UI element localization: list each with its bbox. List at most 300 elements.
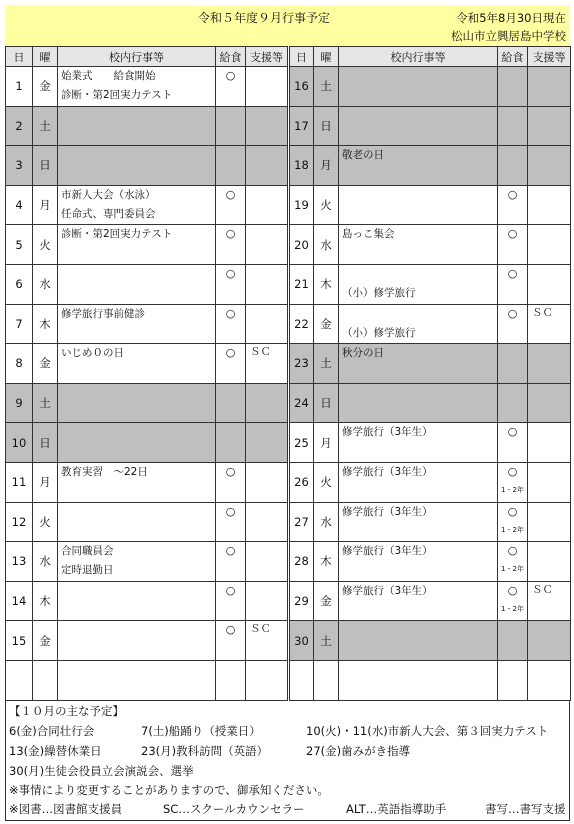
weekday-label: 日 (39, 435, 51, 450)
lunch-served-mark: ○ (225, 504, 236, 518)
left-weekday-cell (33, 621, 58, 661)
table-row (6, 185, 571, 225)
right-support-cell (528, 383, 571, 423)
october-item: 7(土)船踊り（授業日） (141, 723, 261, 738)
table-row (6, 423, 571, 463)
left-events-cell (58, 462, 216, 502)
lunch-served-mark: ○ (225, 306, 236, 320)
left-weekday-cell (33, 304, 58, 344)
left-support-cell (246, 344, 289, 384)
right-col-header-weekday: 曜 (314, 47, 339, 67)
day-number: 25 (294, 435, 309, 450)
right-weekday-cell (314, 344, 339, 384)
event-text: （小）修学旅行 (342, 326, 416, 339)
lunch-served-mark: ○ (225, 69, 236, 82)
day-number: 15 (11, 633, 27, 648)
right-weekday-cell (314, 462, 339, 502)
left-lunch-cell (216, 462, 246, 502)
event-text: 教育実習 ～22日 (61, 465, 148, 478)
lunch-served-mark: ○ (507, 187, 518, 201)
event-text: 診断・第2回実力テスト (61, 228, 173, 241)
left-lunch-cell (216, 383, 246, 423)
weekday-label: 金 (320, 594, 332, 609)
left-day-cell (6, 423, 33, 463)
left-events-cell (58, 542, 216, 582)
right-support-cell (528, 264, 571, 304)
title-band (5, 5, 570, 46)
right-day-cell (289, 67, 314, 107)
october-item: 30(月)生徒会役員立会演説会、選挙 (9, 763, 194, 778)
left-lunch-cell (216, 67, 246, 107)
header-row (6, 47, 571, 67)
weekday-label: 金 (320, 316, 332, 331)
left-weekday-cell (33, 383, 58, 423)
day-number: 9 (15, 396, 23, 411)
left-weekday-cell (33, 660, 58, 700)
weekday-label: 火 (320, 475, 332, 490)
left-day-cell (6, 264, 33, 304)
left-lunch-cell (216, 225, 246, 265)
left-col-header-day: 日 (6, 47, 33, 67)
left-weekday-cell (33, 185, 58, 225)
weekday-label: 月 (39, 198, 51, 213)
weekday-label: 木 (320, 554, 332, 569)
left-support-cell (246, 423, 289, 463)
right-events-cell (339, 423, 498, 463)
left-lunch-cell (216, 264, 246, 304)
left-day-cell (6, 621, 33, 661)
left-support-cell (246, 542, 289, 582)
right-weekday-cell (314, 225, 339, 265)
left-day-cell (6, 383, 33, 423)
table-row (6, 304, 571, 344)
day-number: 24 (294, 396, 309, 411)
support-staff: ＳＣ (532, 306, 553, 319)
left-day-cell (6, 542, 33, 582)
weekday-label: 火 (39, 237, 51, 252)
table-row (6, 462, 571, 502)
right-col-header-lunch: 給食 (498, 47, 528, 67)
day-number: 6 (15, 277, 23, 292)
legend-item: SC…スクールカウンセラー (163, 801, 305, 816)
day-number: 7 (15, 316, 23, 331)
right-day-cell (289, 542, 314, 582)
left-day-cell (6, 67, 33, 107)
right-lunch-cell (498, 106, 528, 146)
weekday-label: 水 (39, 554, 51, 569)
right-day-cell (289, 660, 314, 700)
left-weekday-cell (33, 106, 58, 146)
day-number: 19 (294, 198, 309, 213)
left-day-cell (6, 581, 33, 621)
right-day-cell (289, 344, 314, 384)
lunch-served-mark: ○ (225, 346, 236, 360)
right-day-cell (289, 304, 314, 344)
lunch-served-mark: ○ (507, 464, 518, 478)
right-lunch-cell (498, 185, 528, 225)
right-events-cell (339, 660, 498, 700)
left-weekday-cell (33, 344, 58, 384)
right-lunch-cell (498, 304, 528, 344)
left-weekday-cell (33, 502, 58, 542)
left-lunch-cell (216, 581, 246, 621)
right-events-cell (339, 462, 498, 502)
weekday-label: 日 (320, 396, 332, 411)
event-text: 市新人大会（水泳） (61, 188, 156, 201)
right-day-cell (289, 264, 314, 304)
right-support-cell (528, 660, 571, 700)
right-day-cell (289, 502, 314, 542)
right-weekday-cell (314, 621, 339, 661)
right-lunch-cell (498, 344, 528, 384)
left-events-cell (58, 344, 216, 384)
day-number: 12 (11, 514, 27, 529)
left-support-cell (246, 621, 289, 661)
day-number: 17 (294, 118, 309, 133)
lunch-served-mark: ○ (507, 227, 518, 241)
left-support-cell (246, 502, 289, 542)
right-events-cell (339, 185, 498, 225)
lunch-served-mark: ○ (225, 187, 236, 201)
event-text: 秋分の日 (342, 347, 384, 360)
lunch-served-mark: ○ (507, 583, 518, 597)
left-support-cell (246, 462, 289, 502)
right-events-cell (339, 67, 498, 107)
weekday-label: 金 (39, 356, 51, 371)
lunch-served-mark: ○ (225, 464, 236, 478)
october-item: 10(火)・11(水)市新人大会、第３回実力テスト (306, 723, 549, 738)
day-number: 10 (11, 435, 27, 450)
right-weekday-cell (314, 502, 339, 542)
right-support-cell (528, 106, 571, 146)
right-events-cell (339, 264, 498, 304)
event-text: 修学旅行（3年生） (342, 505, 433, 518)
right-lunch-cell (498, 146, 528, 186)
table-row (6, 581, 571, 621)
left-lunch-cell (216, 304, 246, 344)
left-weekday-cell (33, 225, 58, 265)
day-number: 5 (15, 237, 23, 252)
left-day-cell (6, 660, 33, 700)
left-support-cell (246, 304, 289, 344)
right-events-cell (339, 581, 498, 621)
table-row (6, 67, 571, 107)
support-staff: ＳＣ (250, 346, 271, 359)
day-number: 14 (11, 594, 27, 609)
right-day-cell (289, 621, 314, 661)
weekday-label: 日 (39, 158, 51, 173)
left-support-cell (246, 67, 289, 107)
left-events-cell (58, 264, 216, 304)
left-col-header-events: 校内行事等 (58, 47, 216, 67)
table-row (6, 344, 571, 384)
left-lunch-cell (216, 621, 246, 661)
left-support-cell (246, 264, 289, 304)
schedule-sheet (5, 5, 570, 821)
lunch-note: 1・2年 (501, 525, 524, 534)
left-weekday-cell (33, 146, 58, 186)
right-support-cell (528, 462, 571, 502)
support-staff: ＳＣ (250, 623, 271, 636)
left-col-header-support: 支援等 (246, 47, 289, 67)
left-weekday-cell (33, 264, 58, 304)
october-heading: 【１０月の主な予定】 (9, 703, 124, 718)
right-events-cell (339, 621, 498, 661)
left-lunch-cell (216, 344, 246, 384)
october-item: 23(月)教科訪問（英語） (141, 743, 269, 758)
right-lunch-cell (498, 264, 528, 304)
right-events-cell (339, 225, 498, 265)
left-events-cell (58, 225, 216, 265)
right-events-cell (339, 383, 498, 423)
right-weekday-cell (314, 542, 339, 582)
left-support-cell (246, 660, 289, 700)
left-lunch-cell (216, 106, 246, 146)
right-weekday-cell (314, 423, 339, 463)
left-weekday-cell (33, 462, 58, 502)
right-col-header-events: 校内行事等 (339, 47, 498, 67)
schedule-body (6, 67, 571, 701)
right-day-cell (289, 225, 314, 265)
right-weekday-cell (314, 660, 339, 700)
right-lunch-cell (498, 581, 528, 621)
left-day-cell (6, 106, 33, 146)
weekday-label: 木 (39, 594, 51, 609)
day-number: 30 (294, 633, 309, 648)
right-support-cell (528, 621, 571, 661)
table-row (6, 621, 571, 661)
right-lunch-cell (498, 225, 528, 265)
right-support-cell (528, 344, 571, 384)
lunch-served-mark: ○ (225, 583, 236, 597)
day-number: 11 (11, 475, 27, 490)
day-number: 1 (15, 79, 23, 94)
right-weekday-cell (314, 383, 339, 423)
left-col-header-weekday: 曜 (33, 47, 58, 67)
lunch-served-mark: ○ (225, 544, 236, 558)
lunch-served-mark: ○ (225, 623, 236, 637)
right-events-cell (339, 502, 498, 542)
left-support-cell (246, 106, 289, 146)
left-events-cell (58, 660, 216, 700)
right-weekday-cell (314, 146, 339, 186)
left-events-cell (58, 146, 216, 186)
day-number: 27 (294, 514, 309, 529)
right-support-cell (528, 581, 571, 621)
left-day-cell (6, 304, 33, 344)
day-number: 28 (294, 554, 309, 569)
left-weekday-cell (33, 67, 58, 107)
right-lunch-cell (498, 542, 528, 582)
day-number: 18 (294, 158, 309, 173)
right-support-cell (528, 225, 571, 265)
event-text: 任命式、専門委員会 (61, 207, 156, 220)
right-events-cell (339, 344, 498, 384)
day-number: 23 (294, 356, 309, 371)
day-number: 20 (294, 237, 309, 252)
day-number: 3 (15, 158, 23, 173)
table-row (6, 502, 571, 542)
left-support-cell (246, 225, 289, 265)
event-text: 合同職員会 (61, 545, 114, 558)
lunch-served-mark: ○ (507, 266, 518, 280)
october-item: 27(金)歯みがき指導 (306, 743, 411, 758)
lunch-note: 1・2年 (501, 565, 524, 574)
right-lunch-cell (498, 621, 528, 661)
right-day-cell (289, 106, 314, 146)
right-weekday-cell (314, 67, 339, 107)
right-events-cell (339, 304, 498, 344)
october-item: 13(金)繰替休業日 (9, 743, 102, 758)
right-events-cell (339, 146, 498, 186)
table-row (6, 264, 571, 304)
october-item: 6(金)合同壮行会 (9, 723, 95, 738)
weekday-label: 水 (320, 237, 332, 252)
schedule-table (5, 46, 571, 701)
left-day-cell (6, 146, 33, 186)
support-staff: ＳＣ (532, 583, 553, 596)
right-events-cell (339, 106, 498, 146)
left-weekday-cell (33, 423, 58, 463)
left-lunch-cell (216, 146, 246, 186)
right-lunch-cell (498, 423, 528, 463)
weekday-label: 金 (39, 79, 51, 94)
event-text: 修学旅行（3年生） (342, 465, 433, 478)
left-support-cell (246, 383, 289, 423)
day-number: 16 (294, 79, 309, 94)
right-weekday-cell (314, 185, 339, 225)
weekday-label: 水 (39, 277, 51, 292)
right-lunch-cell (498, 67, 528, 107)
legend-item: 書写…書写支援 (485, 801, 566, 816)
weekday-label: 水 (320, 514, 332, 529)
left-events-cell (58, 67, 216, 107)
right-weekday-cell (314, 264, 339, 304)
school-name: 松山市立興居島中学校 (451, 29, 566, 43)
left-events-cell (58, 621, 216, 661)
event-text: 修学旅行事前健診 (61, 307, 145, 320)
right-weekday-cell (314, 106, 339, 146)
right-col-header-day: 日 (289, 47, 314, 67)
weekday-label: 月 (320, 435, 332, 450)
table-row (6, 106, 571, 146)
left-lunch-cell (216, 502, 246, 542)
right-day-cell (289, 581, 314, 621)
left-support-cell (246, 185, 289, 225)
left-events-cell (58, 502, 216, 542)
left-day-cell (6, 344, 33, 384)
right-day-cell (289, 383, 314, 423)
day-number: 26 (294, 475, 309, 490)
left-day-cell (6, 185, 33, 225)
day-number: 2 (15, 118, 23, 133)
weekday-label: 土 (320, 356, 332, 371)
event-text: 修学旅行（3年生） (342, 545, 433, 558)
event-text: 島っこ集会 (342, 228, 395, 241)
left-day-cell (6, 462, 33, 502)
right-weekday-cell (314, 304, 339, 344)
table-row (6, 225, 571, 265)
event-text: 診断・第2回実力テスト (61, 89, 173, 101)
weekday-label: 月 (39, 475, 51, 490)
weekday-label: 木 (320, 277, 332, 292)
right-col-header-support: 支援等 (528, 47, 571, 67)
left-lunch-cell (216, 660, 246, 700)
left-events-cell (58, 581, 216, 621)
left-lunch-cell (216, 423, 246, 463)
right-support-cell (528, 304, 571, 344)
right-support-cell (528, 542, 571, 582)
left-events-cell (58, 423, 216, 463)
lunch-served-mark: ○ (225, 266, 236, 280)
event-text: 始業式 給食開始 (61, 70, 156, 82)
weekday-label: 金 (39, 633, 51, 648)
right-support-cell (528, 185, 571, 225)
legend-item: ALT…英語指導助手 (346, 801, 447, 816)
event-text: 定時退勤日 (61, 564, 114, 577)
left-lunch-cell (216, 542, 246, 582)
legend-item: ※図書…図書館支援員 (9, 801, 123, 816)
right-support-cell (528, 67, 571, 107)
day-number: 8 (15, 356, 23, 371)
day-number: 21 (294, 277, 309, 292)
left-day-cell (6, 225, 33, 265)
left-day-cell (6, 502, 33, 542)
event-text: （小）修学旅行 (342, 286, 416, 299)
lunch-served-mark: ○ (507, 544, 518, 558)
lunch-note: 1・2年 (501, 485, 524, 494)
right-day-cell (289, 462, 314, 502)
right-support-cell (528, 502, 571, 542)
left-lunch-cell (216, 185, 246, 225)
weekday-label: 火 (39, 514, 51, 529)
right-day-cell (289, 146, 314, 186)
lunch-served-mark: ○ (507, 425, 518, 439)
right-lunch-cell (498, 383, 528, 423)
day-number: 29 (294, 594, 309, 609)
lunch-note: 1・2年 (501, 604, 524, 613)
left-support-cell (246, 581, 289, 621)
right-lunch-cell (498, 502, 528, 542)
as-of-date: 令和5年8月30日現在 (456, 11, 566, 25)
event-text: 修学旅行（3年生） (342, 426, 433, 439)
event-text: 敬老の日 (342, 149, 384, 162)
right-support-cell (528, 423, 571, 463)
weekday-label: 月 (320, 158, 332, 173)
weekday-label: 土 (39, 118, 51, 133)
october-plans-box (5, 701, 570, 821)
day-number: 22 (294, 316, 309, 331)
event-line-spacer (339, 305, 497, 324)
change-notice: ※事情により変更することがありますので、御承知ください。 (9, 782, 329, 797)
left-events-cell (58, 106, 216, 146)
left-weekday-cell (33, 581, 58, 621)
day-number: 4 (15, 198, 23, 213)
right-day-cell (289, 185, 314, 225)
table-row (6, 146, 571, 186)
weekday-label: 土 (320, 633, 332, 648)
left-events-cell (58, 185, 216, 225)
table-row (6, 383, 571, 423)
page-title: 令和５年度９月行事予定 (198, 11, 331, 25)
left-events-cell (58, 383, 216, 423)
right-day-cell (289, 423, 314, 463)
weekday-label: 土 (320, 79, 332, 94)
event-text: 修学旅行（3年生） (342, 584, 433, 597)
weekday-label: 日 (320, 118, 332, 133)
lunch-served-mark: ○ (225, 227, 236, 241)
right-lunch-cell (498, 462, 528, 502)
